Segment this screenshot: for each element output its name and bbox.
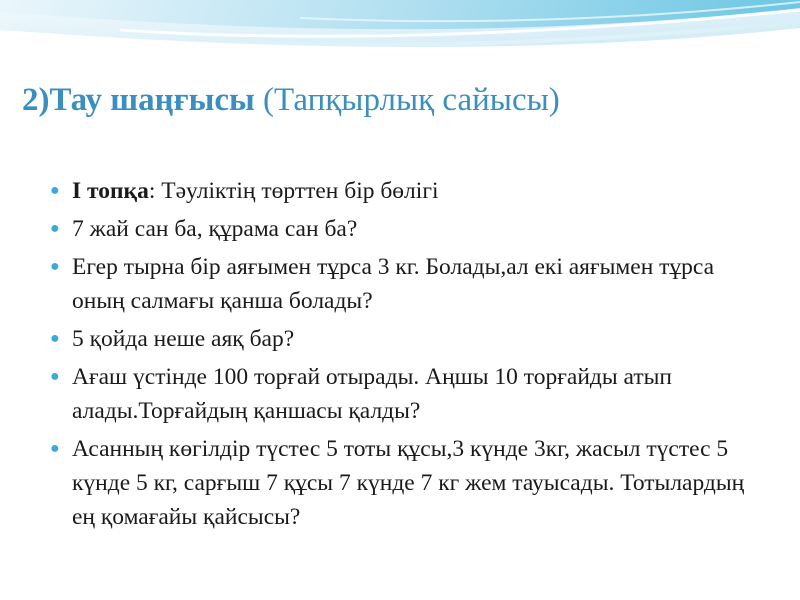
- bullet-icon: ●: [50, 368, 60, 385]
- list-item-text: 7 жай сан ба, құрама сан ба?: [72, 216, 358, 242]
- title-subtitle: (Тапқырлық сайысы): [254, 82, 560, 118]
- list-item-text: Асанның көгілдір түстес 5 тоты құсы,3 күнде 3кг, жасыл түстес 5 күнде 5 кг, сарғыш 7 құсы 7 күнде 7 кг жем тауысады. Тотылардың ең қомағайы қайсысы?: [72, 436, 745, 530]
- question-list: [50, 174, 760, 538]
- bullet-icon: ●: [50, 258, 60, 275]
- slide-title: [22, 78, 560, 122]
- list-item-text: Егер тырна бір аяғымен тұрса 3 кг. Болады,ал екі аяғымен тұрса оның салмағы қанша болады?: [72, 254, 715, 314]
- bullet-icon: ●: [50, 182, 60, 199]
- bullet-icon: ●: [50, 220, 60, 237]
- title-bold: 2)Тау шаңғысы: [22, 82, 255, 118]
- list-item-text: Ағаш үстінде 100 торғай отырады. Аңшы 10 торғайды атып алады.Торғайдың қаншасы қалды?: [72, 364, 672, 424]
- list-item: [50, 432, 760, 534]
- list-item: [50, 174, 760, 208]
- list-item-text: : Тәуліктің төрттен бір бөлігі: [148, 178, 439, 204]
- group-label: І топқа: [72, 178, 149, 204]
- list-item: [50, 212, 760, 246]
- bullet-icon: ●: [50, 440, 60, 457]
- list-item: [50, 322, 760, 356]
- list-item: [50, 360, 760, 428]
- bullet-icon: ●: [50, 330, 60, 347]
- list-item-text: 5 қойда неше аяқ бар?: [72, 326, 295, 352]
- list-item: [50, 250, 760, 318]
